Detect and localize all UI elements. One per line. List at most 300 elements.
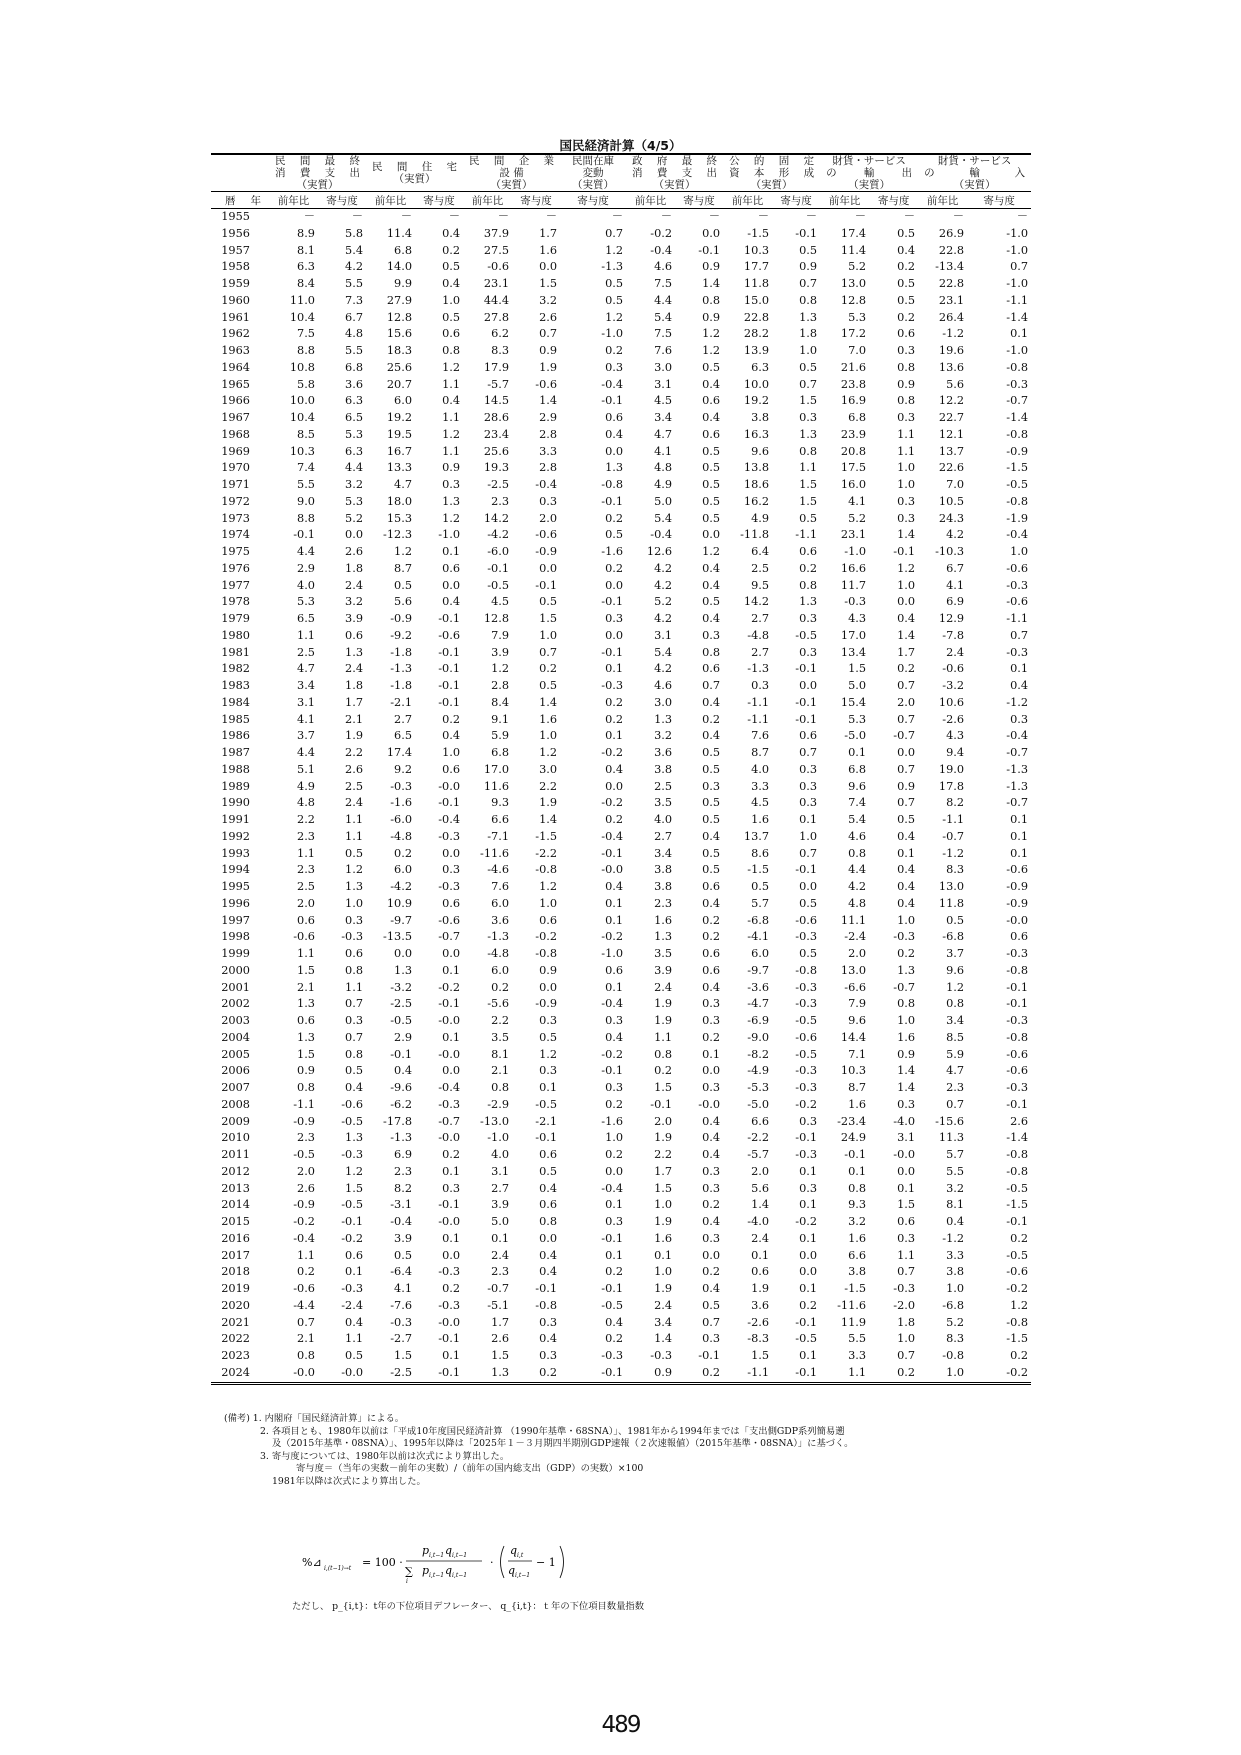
value-cell: 0.2: [1010, 1231, 1029, 1245]
year-cell: 2012: [221, 1164, 250, 1178]
value-cell: 11.8: [938, 896, 965, 910]
year-cell: 1962: [221, 327, 250, 341]
value-cell: 0.2: [605, 813, 624, 826]
value-cell: 8.6: [751, 846, 770, 860]
value-cell: 0.4: [605, 1315, 624, 1329]
value-cell: 10.6: [938, 695, 965, 709]
value-cell: 4.2: [654, 662, 673, 676]
value-cell: 0.3: [442, 863, 461, 877]
value-cell: 6.0: [751, 947, 770, 960]
value-cell: 0.9: [702, 260, 721, 274]
year-column-header: 暦 年: [211, 192, 269, 209]
value-cell: -0.2: [795, 1215, 818, 1228]
value-cell: 10.3: [840, 1064, 867, 1078]
value-cell: 5.3: [297, 595, 315, 609]
value-cell: 8.8: [297, 511, 315, 525]
year-cell: 1969: [221, 444, 250, 458]
value-cell: 0.2: [605, 695, 624, 709]
value-cell: 2.4: [654, 1298, 673, 1312]
value-cell: 0.0: [345, 528, 364, 542]
national-accounts-table: [211, 153, 1031, 1385]
table-row: [211, 896, 1031, 913]
value-cell: 0.3: [605, 1215, 624, 1228]
value-cell: -0.6: [1006, 863, 1029, 877]
value-cell: 1.5: [897, 1198, 916, 1212]
value-cell: -1.5: [1006, 461, 1029, 475]
value-cell: 1.2: [345, 863, 364, 877]
value-cell: 5.4: [345, 243, 364, 257]
value-cell: -10.3: [935, 545, 965, 558]
value-cell: 13.8: [743, 461, 770, 475]
value-cell: 37.9: [483, 226, 510, 240]
value-cell: 0.1: [848, 1164, 867, 1178]
value-cell: 0.1: [1010, 829, 1029, 843]
year-cell: 1955: [221, 210, 250, 223]
value-cell: -0.5: [487, 578, 510, 592]
page-number: 489: [601, 1712, 640, 1738]
value-cell: 6.8: [394, 243, 413, 257]
value-cell: -4.0: [747, 1215, 770, 1228]
value-cell: 22.8: [743, 310, 770, 324]
column-subheader: 寄与度: [318, 192, 366, 209]
value-cell: -0.3: [795, 980, 818, 994]
note-line: 3. 寄与度については、1980年以前は次式により算出した。: [260, 1450, 510, 1462]
value-cell: 1.0: [799, 829, 818, 843]
value-cell: -0.1: [293, 528, 315, 542]
value-cell: 1.3: [394, 963, 413, 977]
value-cell: 0.0: [442, 578, 461, 592]
value-cell: 0.7: [1010, 260, 1029, 274]
value-cell: -6.4: [390, 1265, 413, 1279]
value-cell: 2.6: [345, 545, 364, 558]
value-cell: -0.5: [341, 1114, 364, 1128]
value-cell: 2.4: [491, 1248, 510, 1262]
value-cell: 0.6: [897, 327, 916, 341]
svg-text:·: ·: [490, 1556, 494, 1569]
value-cell: 22.8: [938, 243, 965, 257]
value-cell: 0.7: [345, 1030, 364, 1044]
table-row: [211, 712, 1031, 729]
value-cell: 23.8: [840, 377, 867, 391]
value-cell: -4.6: [487, 863, 510, 877]
value-cell: -0.2: [601, 746, 624, 759]
value-cell: 0.3: [1010, 712, 1029, 726]
value-cell: 23.1: [938, 293, 965, 307]
value-cell: 0.1: [751, 1248, 770, 1262]
value-cell: -4.2: [390, 880, 413, 893]
value-cell: 1.0: [799, 344, 818, 357]
table-row: [211, 544, 1031, 561]
value-cell: -15.6: [935, 1114, 965, 1128]
value-cell: -0.5: [795, 1332, 818, 1346]
year-cell: 2016: [221, 1231, 250, 1245]
value-cell: 10.8: [289, 360, 315, 374]
value-cell: -0.1: [438, 612, 461, 625]
value-cell: 5.6: [394, 595, 413, 609]
value-cell: 1.2: [394, 545, 413, 558]
value-cell: 17.9: [483, 360, 510, 374]
value-cell: 28.6: [483, 411, 510, 424]
value-cell: 0.4: [702, 1282, 721, 1295]
value-cell: 0.2: [442, 243, 461, 257]
value-cell: 0.0: [799, 1248, 818, 1262]
value-cell: 4.4: [848, 863, 867, 877]
value-cell: -0.0: [438, 1014, 461, 1027]
value-cell: 8.3: [946, 863, 965, 877]
value-cell: 1.2: [442, 427, 461, 441]
value-cell: 3.1: [897, 1131, 916, 1145]
value-cell: 0.4: [345, 1081, 364, 1094]
value-cell: 8.7: [394, 561, 413, 575]
value-cell: -0.2: [601, 930, 624, 944]
value-cell: -0.8: [1006, 1030, 1029, 1044]
table-row: [211, 1030, 1031, 1047]
value-cell: 14.4: [840, 1030, 867, 1044]
value-cell: 3.3: [946, 1248, 965, 1262]
column-subheader: 前年比: [269, 192, 318, 209]
value-cell: 4.7: [946, 1064, 965, 1078]
value-cell: -0.1: [601, 1064, 624, 1078]
value-cell: 19.5: [386, 427, 413, 441]
value-cell: 4.7: [654, 427, 673, 441]
value-cell: 0.2: [605, 344, 624, 357]
value-cell: 0.4: [702, 980, 721, 994]
value-cell: 0.7: [345, 997, 364, 1011]
value-cell: 0.2: [605, 1097, 624, 1111]
group-header-inventory: 民間在庫 変動 （実質）: [560, 154, 626, 192]
value-cell: 0.4: [897, 243, 916, 257]
value-cell: -4.7: [747, 997, 770, 1011]
year-cell: 1978: [221, 595, 250, 609]
value-cell: 24.3: [938, 511, 965, 525]
value-cell: -0.6: [293, 930, 315, 944]
year-cell: 1997: [221, 913, 250, 927]
value-cell: 1.5: [799, 494, 818, 508]
value-cell: 0.2: [442, 1282, 461, 1295]
value-cell: 1.1: [442, 411, 461, 424]
value-cell: 0.6: [751, 1265, 770, 1279]
value-cell: 0.8: [897, 997, 916, 1011]
value-cell: 0.0: [799, 679, 818, 692]
table-row: [211, 913, 1031, 930]
value-cell: 1.7: [654, 1164, 673, 1178]
value-cell: 9.1: [491, 712, 510, 726]
value-cell: 1.9: [654, 997, 673, 1011]
value-cell: -0.9: [293, 1114, 315, 1128]
year-cell: 1972: [221, 494, 250, 508]
value-cell: -13.5: [383, 930, 413, 944]
value-cell: 2.6: [539, 310, 558, 324]
value-cell: 0.4: [897, 880, 916, 893]
year-cell: 2008: [221, 1097, 250, 1111]
table-row: [211, 1080, 1031, 1097]
value-cell: -1.0: [487, 1131, 510, 1145]
value-cell: 1.1: [654, 1030, 673, 1044]
value-cell: 3.4: [654, 846, 673, 860]
value-cell: 2.5: [297, 645, 315, 659]
value-cell: 0.5: [605, 277, 624, 290]
value-cell: 2.0: [897, 695, 916, 709]
year-cell: 1974: [221, 528, 250, 542]
value-cell: 1.1: [820, 1365, 869, 1383]
value-cell: -0.3: [795, 1064, 818, 1078]
value-cell: 0.0: [539, 260, 558, 274]
value-cell: 0.1: [605, 729, 624, 743]
value-cell: 0.0: [605, 628, 624, 642]
value-cell: 6.8: [848, 411, 867, 424]
table-row: [211, 1063, 1031, 1080]
value-cell: 0.8: [297, 1349, 315, 1362]
value-cell: -0.3: [1006, 947, 1029, 960]
value-cell: 0.3: [799, 1114, 818, 1128]
table-row: [211, 1013, 1031, 1030]
value-cell: 4.8: [654, 461, 673, 475]
value-cell: 1.5: [491, 1349, 510, 1362]
value-cell: 0.6: [1010, 930, 1029, 944]
value-cell: -4.8: [747, 628, 770, 642]
value-cell: 1.4: [539, 695, 558, 709]
value-cell: -0.5: [795, 1014, 818, 1027]
value-cell: －: [805, 210, 818, 223]
value-cell: 0.3: [702, 779, 721, 793]
value-cell: 1.0: [442, 293, 461, 307]
value-cell: -0.3: [438, 880, 461, 893]
year-cell: 2000: [221, 963, 250, 977]
value-cell: 3.3: [751, 779, 770, 793]
value-cell: 0.4: [605, 427, 624, 441]
value-cell: -0.1: [795, 1131, 818, 1145]
value-cell: 0.6: [345, 947, 364, 960]
value-cell: 1.1: [297, 846, 315, 860]
value-cell: 25.6: [483, 444, 510, 458]
value-cell: -7.6: [390, 1298, 413, 1312]
value-cell: 0.5: [605, 293, 624, 307]
value-cell: 2.6: [345, 762, 364, 776]
value-cell: -1.1: [942, 813, 965, 826]
value-cell: 12.1: [938, 427, 965, 441]
value-cell: 0.3: [897, 494, 916, 508]
value-cell: 3.7: [297, 729, 315, 743]
value-cell: 7.9: [491, 628, 510, 642]
value-cell: 27.8: [483, 310, 510, 324]
value-cell: 0.3: [897, 411, 916, 424]
value-cell: 1.4: [897, 628, 916, 642]
value-cell: 0.5: [539, 1030, 558, 1044]
value-cell: -0.6: [1006, 1265, 1029, 1279]
value-cell: 4.1: [297, 712, 315, 726]
value-cell: 0.5: [799, 360, 818, 374]
value-cell: 0.2: [654, 1064, 673, 1078]
value-cell: -0.3: [390, 1315, 413, 1329]
value-cell: 11.4: [840, 243, 867, 257]
value-cell: -0.9: [1006, 896, 1029, 910]
year-cell: 1977: [221, 578, 250, 592]
value-cell: -0.0: [893, 1148, 916, 1161]
value-cell: 1.2: [491, 662, 510, 676]
value-cell: 0.3: [702, 1181, 721, 1195]
value-cell: 2.3: [491, 494, 510, 508]
value-cell: 2.9: [297, 561, 315, 575]
value-cell: -0.0: [269, 1365, 318, 1383]
group-header-private-housing: 民 間 住 宅 （実質）: [366, 154, 463, 192]
value-cell: 12.9: [938, 612, 965, 625]
value-cell: -0.1: [535, 1282, 558, 1295]
value-cell: 2.4: [345, 796, 364, 810]
year-cell: 1971: [221, 478, 250, 491]
value-cell: 13.0: [938, 880, 965, 893]
value-cell: 3.5: [491, 1030, 510, 1044]
value-cell: 2.1: [345, 712, 364, 726]
table-row: [211, 1197, 1031, 1214]
table-row: [211, 1298, 1031, 1315]
value-cell: 1.0: [1010, 545, 1029, 558]
value-cell: 23.1: [840, 528, 867, 542]
value-cell: 0.8: [442, 344, 461, 357]
value-cell: -0.4: [293, 1231, 315, 1245]
table-row: [211, 1331, 1031, 1348]
value-cell: 23.1: [483, 277, 510, 290]
value-cell: 6.6: [848, 1248, 867, 1262]
value-cell: 5.5: [345, 344, 364, 357]
value-cell: 0.0: [605, 1164, 624, 1178]
svg-text:q: q: [508, 1564, 516, 1577]
value-cell: 4.4: [297, 746, 315, 759]
value-cell: 3.9: [394, 1231, 413, 1245]
value-cell: 1.7: [491, 1315, 510, 1329]
value-cell: -0.2: [650, 226, 673, 240]
value-cell: 2.0: [848, 947, 867, 960]
svg-text:i,t−1: i,t−1: [515, 1572, 531, 1579]
value-cell: 12.2: [938, 394, 965, 408]
value-cell: 0.3: [799, 762, 818, 776]
value-cell: 0.0: [442, 1248, 461, 1262]
value-cell: 1.3: [463, 1365, 512, 1383]
value-cell: 1.1: [345, 829, 364, 843]
value-cell: 0.7: [539, 327, 558, 341]
value-cell: 2.0: [297, 1164, 315, 1178]
table-row: [211, 812, 1031, 829]
value-cell: -0.2: [341, 1231, 364, 1245]
value-cell: 6.3: [345, 444, 364, 458]
value-cell: 0.9: [539, 963, 558, 977]
value-cell: 4.4: [654, 293, 673, 307]
svg-text:= 100 ·: = 100 ·: [362, 1556, 403, 1569]
value-cell: 0.6: [442, 327, 461, 341]
value-cell: 10.5: [938, 494, 965, 508]
value-cell: -0.1: [1006, 1097, 1029, 1111]
value-cell: 0.2: [897, 260, 916, 274]
table-row: [211, 963, 1031, 980]
value-cell: 0.3: [702, 1164, 721, 1178]
value-cell: -0.0: [438, 1131, 461, 1145]
value-cell: -0.1: [487, 561, 510, 575]
value-cell: 22.8: [938, 277, 965, 290]
value-cell: -6.8: [942, 930, 965, 944]
value-cell: 21.6: [840, 360, 867, 374]
value-cell: 0.5: [702, 762, 721, 776]
value-cell: 0.8: [297, 1081, 315, 1094]
table-row: [211, 1214, 1031, 1231]
table-row: [211, 1097, 1031, 1114]
value-cell: 1.0: [539, 896, 558, 910]
value-cell: -2.9: [487, 1097, 510, 1111]
value-cell: 3.9: [491, 645, 510, 659]
table-row: [211, 1315, 1031, 1332]
value-cell: 1.5: [799, 394, 818, 408]
value-cell: -0.6: [795, 913, 818, 927]
value-cell: -2.1: [390, 695, 413, 709]
value-cell: 2.1: [491, 1064, 510, 1078]
table-row: [211, 527, 1031, 544]
value-cell: 2.8: [539, 427, 558, 441]
value-cell: 0.8: [345, 963, 364, 977]
value-cell: 1.4: [654, 1332, 673, 1346]
value-cell: 19.3: [483, 461, 510, 475]
value-cell: 2.5: [297, 880, 315, 893]
value-cell: 0.0: [539, 980, 558, 994]
value-cell: 7.4: [848, 796, 867, 810]
value-cell: -0.1: [390, 1047, 413, 1061]
value-cell: 0.5: [897, 813, 916, 826]
value-cell: 0.2: [702, 1198, 721, 1212]
value-cell: 3.5: [654, 947, 673, 960]
value-cell: -0.3: [601, 679, 624, 692]
value-cell: -0.3: [438, 829, 461, 843]
year-cell: 1964: [221, 360, 250, 374]
value-cell: 3.0: [654, 360, 673, 374]
value-cell: 0.4: [897, 863, 916, 877]
value-cell: 0.1: [605, 913, 624, 927]
value-cell: 6.7: [345, 310, 364, 324]
value-cell: 1.1: [345, 1332, 364, 1346]
value-cell: 1.5: [654, 1181, 673, 1195]
value-cell: 0.9: [539, 344, 558, 357]
value-cell: -0.1: [601, 1282, 624, 1295]
value-cell: 0.7: [799, 746, 818, 759]
value-cell: 0.4: [394, 1064, 413, 1078]
table-row: [211, 1114, 1031, 1131]
value-cell: -0.3: [341, 1148, 364, 1161]
value-cell: 0.7: [897, 712, 916, 726]
value-cell: 0.2: [605, 1332, 624, 1346]
value-cell: -0.4: [601, 1181, 624, 1195]
value-cell: 0.1: [799, 1198, 818, 1212]
column-subheader: 寄与度: [560, 192, 626, 209]
value-cell: -0.5: [535, 1097, 558, 1111]
value-cell: 0.0: [702, 1064, 721, 1078]
value-cell: 0.6: [442, 896, 461, 910]
note-line: (備考) 1. 内閣府「国民経済計算」による。: [224, 1413, 405, 1424]
value-cell: 1.4: [539, 394, 558, 408]
value-cell: 0.4: [702, 561, 721, 575]
table-row: [211, 628, 1031, 645]
value-cell: 4.2: [654, 561, 673, 575]
value-cell: -0.1: [535, 1131, 558, 1145]
year-cell: 2022: [221, 1332, 250, 1346]
value-cell: 0.8: [491, 1081, 510, 1094]
value-cell: 0.3: [702, 1081, 721, 1094]
value-cell: 0.2: [1010, 1349, 1029, 1362]
value-cell: -0.8: [1006, 1148, 1029, 1161]
value-cell: 5.2: [654, 595, 673, 609]
value-cell: -1.6: [390, 796, 413, 810]
table-row: [211, 243, 1031, 260]
value-cell: 0.5: [702, 1298, 721, 1312]
value-cell: 1.0: [897, 478, 916, 491]
value-cell: 0.3: [442, 478, 461, 491]
svg-text:p: p: [422, 1544, 430, 1557]
table-row: [211, 377, 1031, 394]
